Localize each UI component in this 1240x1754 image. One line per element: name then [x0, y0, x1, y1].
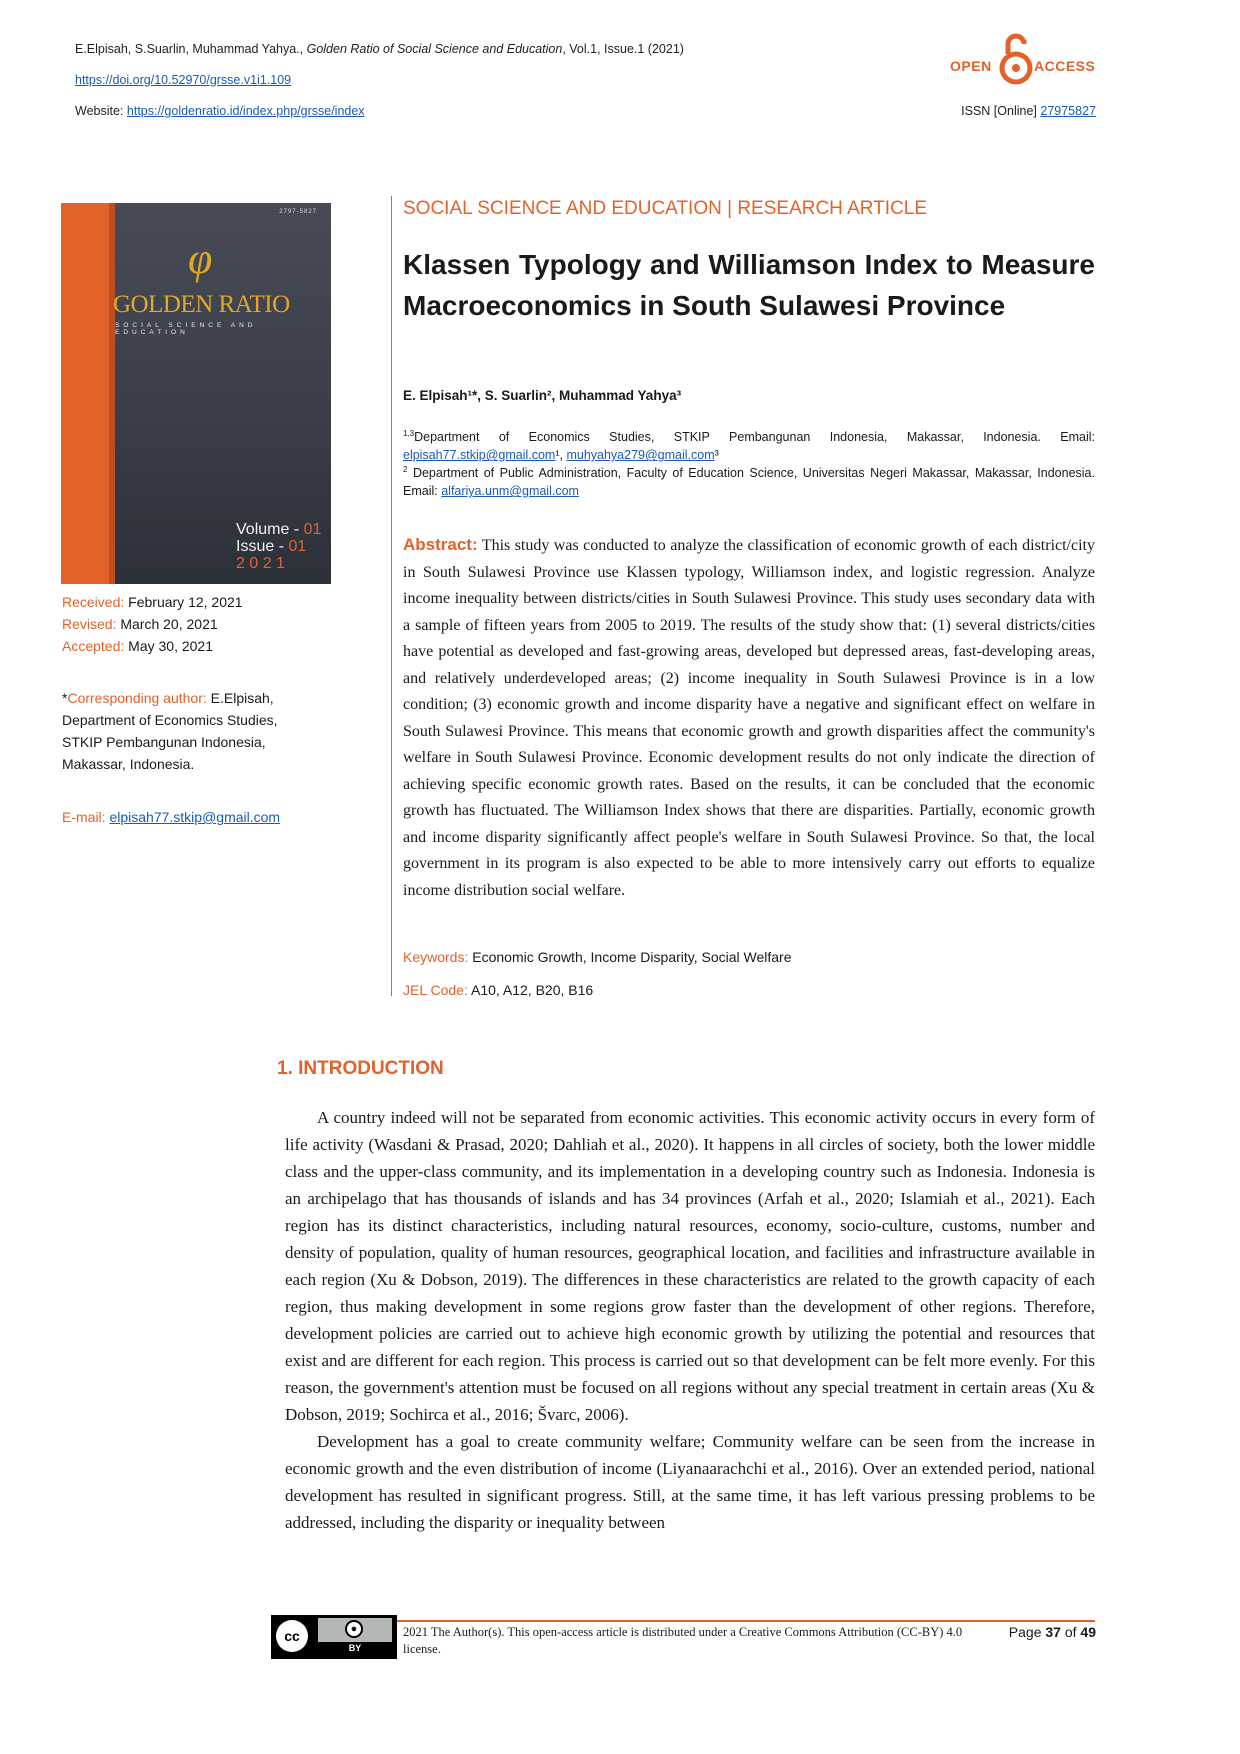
cover-bar — [109, 203, 115, 584]
cover-volume: Volume - 01 Issue - 01 2 0 2 1 — [236, 521, 322, 572]
aff1-email-link-2[interactable]: muhyahya279@gmail.com — [566, 448, 715, 463]
keywords: Keywords: Economic Growth, Income Disparity, Social Welfare — [403, 949, 792, 965]
cc-icon: cc — [276, 1620, 308, 1652]
cover-subtitle: SOCIAL SCIENCE AND EDUCATION — [115, 322, 257, 336]
introduction-body — [285, 1104, 1095, 1536]
person-icon: ● — [345, 1620, 363, 1638]
license-text: 2021 The Author(s). This open-access article is distributed under a Creative Commons Attribution (CC-BY) 4.0 license. — [403, 1625, 963, 1656]
abstract: Abstract: This study was conducted to analyze the classification of economic growth of each district/city in South Sulawesi Province use Klassen typology, Williamson index, and logistic regression. Analyze income inequality between districts/cities in South Sulawesi Province. This study uses secondary data with a sample of fifteen years from 2005 to 2019. The results of the study show that: (1) several districts/cities have potential as developed and fast-growing areas, developed but depressed areas, fast-developing areas, and relatively underdeveloped areas; (2) income inequality in South Sulawesi Province is in a low condition; (3) economic growth and income disparity have a negative and significant effect on welfare in South Sulawesi Province. This means that economic growth and growth disparities affect the community's welfare in South Sulawesi Province. Economic development results do not only indicate the direction of achieving specific economic growth rates. Based on the results, it can be concluded that the economic growth has fluctuated. The Williamson Index shows that there are disparities. Partially, economic growth and income disparity significantly affect people's welfare in South Sulawesi Province. So that, the local government in its program is also expected to be able to more intensively carry out efforts to equalize income distribution social welfare. — [403, 535, 1095, 899]
header-issn: ISSN [Online] 27975827 — [961, 104, 1096, 118]
corresponding-author: *Corresponding author: E.Elpisah, Department of Economics Studies, STKIP Pembangunan Indonesia, Makassar, Indonesia. — [62, 690, 278, 772]
section-heading-introduction: 1. INTRODUCTION — [277, 1058, 444, 1079]
affiliation-1: $^{1,3}$Department of Economics Studies, STKIP Pembangunan Indonesia, Makassar, Indonesia. Email: elpisah77.stkip@gmail.com¹, muhyahya279@gmail.com³ — [403, 429, 1095, 463]
cover-band — [61, 203, 109, 584]
divider — [391, 196, 392, 996]
article-title: Klassen Typology and Williamson Index to Measure Macroeconomics in South Sulawesi Province — [403, 249, 1095, 321]
journal-cover: 2797-5827 φ GOLDEN RATIO SOCIAL SCIENCE AND EDUCATION Volume - 01 Issue - 01 2 0 2 1 — [61, 203, 331, 584]
article-category: SOCIAL SCIENCE AND EDUCATION | RESEARCH ARTICLE — [403, 198, 928, 219]
article-authors: E. Elpisah¹*, S. Suarlin², Muhammad Yahya³ — [403, 388, 682, 403]
golden-ratio-glyph-icon: φ — [188, 234, 213, 283]
header-citation: E.Elpisah, S.Suarlin, Muhammad Yahya., Golden Ratio of Social Science and Education, Vol.1, Issue.1 (2021) — [75, 42, 684, 56]
by-label: BY — [348, 1643, 362, 1653]
aff1-email-link-1[interactable]: elpisah77.stkip@gmail.com — [403, 448, 556, 463]
article-dates: Received: February 12, 2021 Revised: March 20, 2021 Accepted: May 30, 2021 — [62, 594, 243, 654]
open-access-logo: OPEN ACCESS — [950, 32, 1100, 90]
issn-link[interactable]: 27975827 — [1040, 104, 1096, 118]
jel-code: JEL Code: A10, A12, B20, B16 — [403, 982, 594, 998]
corresponding-email: E-mail: elpisah77.stkip@gmail.com — [62, 809, 281, 825]
aff2-email-link[interactable]: alfariya.unm@gmail.com — [441, 484, 579, 499]
header-doi — [75, 73, 291, 87]
open-lock-icon — [999, 32, 1033, 86]
cover-logo-text: GOLDEN RATIO — [113, 291, 290, 318]
page-number: Page 37 of 49 — [1008, 1624, 1096, 1640]
website-link[interactable]: https://goldenratio.id/index.php/grsse/index — [126, 104, 365, 118]
paragraph: Development has a goal to create community welfare; Community welfare can be seen from the increase in economic growth and the even distribution of income (Liyanaarachchi et al., 2016). Over an extended period, national development has resulted in significant progress. Still, at the same time, it has left various pressing problems to be addressed, including the disparity or inequality between — [285, 1432, 1095, 1532]
header-website: Website: https://goldenratio.id/index.php/grsse/index — [75, 104, 365, 118]
affiliation-2: $^2$ Department of Public Administration, Faculty of Education Science, Universitas Negeri Makassar, Makassar, Indonesia. Email: alfariya.unm@gmail.com — [403, 465, 1095, 499]
corresponding-email-link[interactable]: elpisah77.stkip@gmail.com — [109, 809, 281, 825]
cc-by-badge — [271, 1615, 397, 1659]
doi-link[interactable]: https://doi.org/10.52970/grsse.v1i1.109 — [75, 73, 292, 87]
paragraph: A country indeed will not be separated from economic activities. This economic activity occurs in every form of life activity (Wasdani & Prasad, 2020; Dahliah et al., 2020). It happens in all circles of society, both the lower middle class and the upper-class community, and its implementation in a developing country such as Indonesia. Indonesia is an archipelago that has thousands of islands and has 34 provinces (Arfah et al., 2020; Islamiah et al., 2021). Each region has its distinct characteristics, including natural resources, economy, socio-culture, customs, number and density of population, quality of human resources, geographical location, and facilities and infrastructure available in each region (Xu & Dobson, 2019). The differences in these characteristics are related to the growth capacity of each region, thus making development in some regions grow faster than the development of other regions. Therefore, development policies are carried out to achieve high economic growth by utilizing the potential and resources that exist and are different for each region. This process is carried out so that development can be felt more evenly. For this reason, the government's attention must be focused on all regions without any special treatment in certain areas (Xu & Dobson, 2019; Sochirca et al., 2016; Švarc, 2006). — [285, 1108, 1095, 1424]
